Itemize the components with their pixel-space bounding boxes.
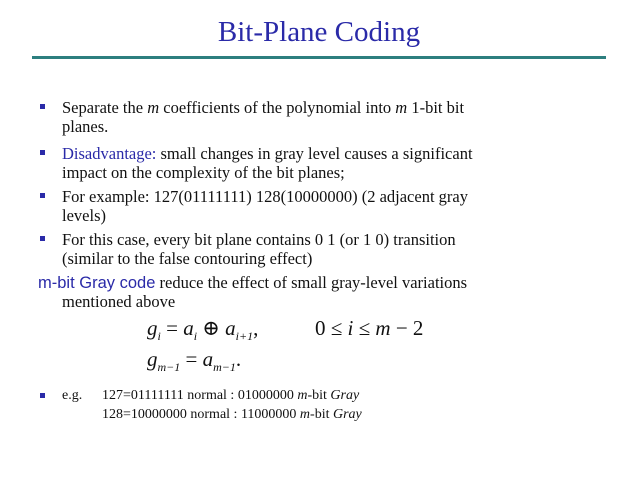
variable-m: m <box>395 98 408 117</box>
bullet-item-disadvantage <box>62 144 592 182</box>
eq-text: 0 ≤ <box>315 316 348 340</box>
eq-subscript: m−1 <box>213 360 236 374</box>
bullet-text: coefficients of the polynomial into <box>159 98 396 117</box>
bullet-text-continued: planes. <box>62 117 109 136</box>
example-text: -bit <box>307 388 331 403</box>
gray-code-text-continued: mentioned above <box>62 292 176 311</box>
bullet-text: For this case, every bit plane contains 0 1 (or 1 0) transition <box>62 230 456 249</box>
bullet-item-example <box>62 187 592 225</box>
eq-symbol: a <box>202 347 214 371</box>
eq-symbol: g <box>147 316 158 340</box>
example-line-128 <box>102 406 362 423</box>
bullet-text-continued: levels) <box>62 206 106 225</box>
eq-symbol: a <box>225 316 236 340</box>
eq-subscript: i <box>193 329 198 343</box>
bullet-text: 1-bit bit <box>407 98 465 117</box>
eq-symbol: a <box>183 316 194 340</box>
bullet-marker <box>38 147 48 157</box>
eq-operator: = <box>160 316 184 340</box>
bullet-text-continued: (similar to the false contouring effect) <box>62 249 313 268</box>
bullet-marker <box>38 390 48 400</box>
bullet-marker <box>38 233 48 243</box>
example-text: 127=01111111 normal : 01000000 <box>102 388 298 403</box>
eq-symbol: g <box>147 347 158 371</box>
title-divider <box>32 56 606 59</box>
eq-subscript: i+1 <box>235 329 254 343</box>
gray-word: Gray <box>330 388 360 403</box>
example-line-127 <box>102 387 359 404</box>
variable-m: m <box>297 388 308 403</box>
eq-subscript: m−1 <box>157 360 181 374</box>
eq-subscript: i <box>157 329 161 343</box>
eq-punctuation: . <box>235 347 242 371</box>
bullet-item-transition <box>62 230 592 268</box>
bullet-marker <box>38 101 48 111</box>
gray-code-heading: m-bit Gray code <box>38 274 156 292</box>
disadvantage-label: Disadvantage: <box>62 144 157 163</box>
eq-text: − 2 <box>390 316 424 340</box>
eq-operator: = <box>180 347 203 371</box>
example-label: e.g. <box>62 388 83 403</box>
gray-word: Gray <box>333 407 362 422</box>
eq-operator: ≤ <box>353 316 376 340</box>
gray-code-text: reduce the effect of small gray-level variations <box>155 273 468 292</box>
eq-punctuation: , <box>253 316 259 340</box>
variable-m: m <box>299 407 311 422</box>
bullet-item-separate <box>62 98 592 136</box>
eq-symbol: m <box>375 316 391 340</box>
xor-operator: ⊕ <box>197 316 226 340</box>
slide-title: Bit-Plane Coding <box>217 16 421 48</box>
eq-symbol: i <box>347 316 354 340</box>
gray-code-equation <box>147 316 258 348</box>
gray-code-statement <box>38 273 598 293</box>
example-text: 128=10000000 normal : 11000000 <box>102 407 300 422</box>
example-text: -bit <box>310 407 333 422</box>
bullet-text: small changes in gray level causes a significant <box>156 144 473 163</box>
bullet-marker <box>38 190 48 200</box>
variable-m: m <box>147 98 160 117</box>
bullet-text-continued: impact on the complexity of the bit planes; <box>62 163 345 182</box>
gray-code-condition <box>315 316 423 340</box>
bullet-text: Separate the <box>62 98 148 117</box>
gray-code-msb-equation <box>147 347 241 379</box>
bullet-text: For example: 127(01111111) 128(10000000) (2 adjacent gray <box>62 187 468 206</box>
